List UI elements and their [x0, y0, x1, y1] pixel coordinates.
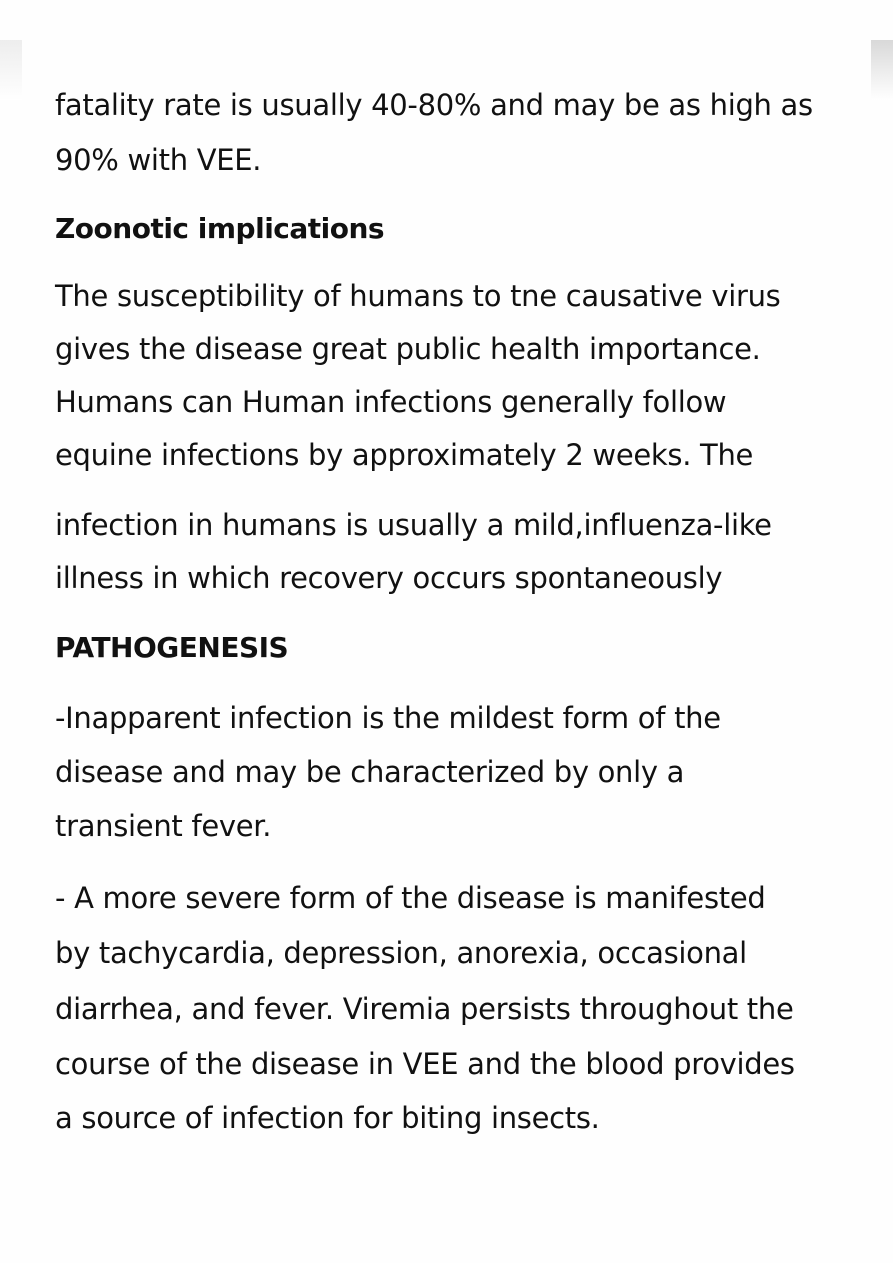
section-heading-zoonotic: Zoonotic implications	[55, 212, 385, 245]
text-line: diarrhea, and fever. Viremia persists throughout the	[55, 992, 794, 1026]
text-line: 90% with VEE.	[55, 143, 262, 177]
text-line: a source of infection for biting insects.	[55, 1101, 600, 1135]
text-line: The susceptibility of humans to tne causative virus	[55, 279, 781, 313]
text-line: Humans can Human infections generally follow	[55, 385, 727, 419]
text-line: fatality rate is usually 40-80% and may be as high as	[55, 88, 813, 122]
scan-shadow-right	[871, 40, 893, 100]
scan-shadow-left	[0, 40, 22, 100]
text-line: illness in which recovery occurs spontaneously	[55, 561, 723, 595]
text-line: by tachycardia, depression, anorexia, occasional	[55, 936, 747, 970]
text-line: - A more severe form of the disease is manifested	[55, 881, 766, 915]
text-line: infection in humans is usually a mild,influenza-like	[55, 508, 772, 542]
text-line: course of the disease in VEE and the blood provides	[55, 1047, 795, 1081]
text-line: transient fever.	[55, 809, 272, 843]
text-line: -Inapparent infection is the mildest form of the	[55, 701, 721, 735]
text-line: disease and may be characterized by only a	[55, 755, 685, 789]
text-line: gives the disease great public health importance.	[55, 332, 761, 366]
section-heading-pathogenesis: PATHOGENESIS	[55, 631, 289, 664]
text-line: equine infections by approximately 2 weeks. The	[55, 438, 754, 472]
